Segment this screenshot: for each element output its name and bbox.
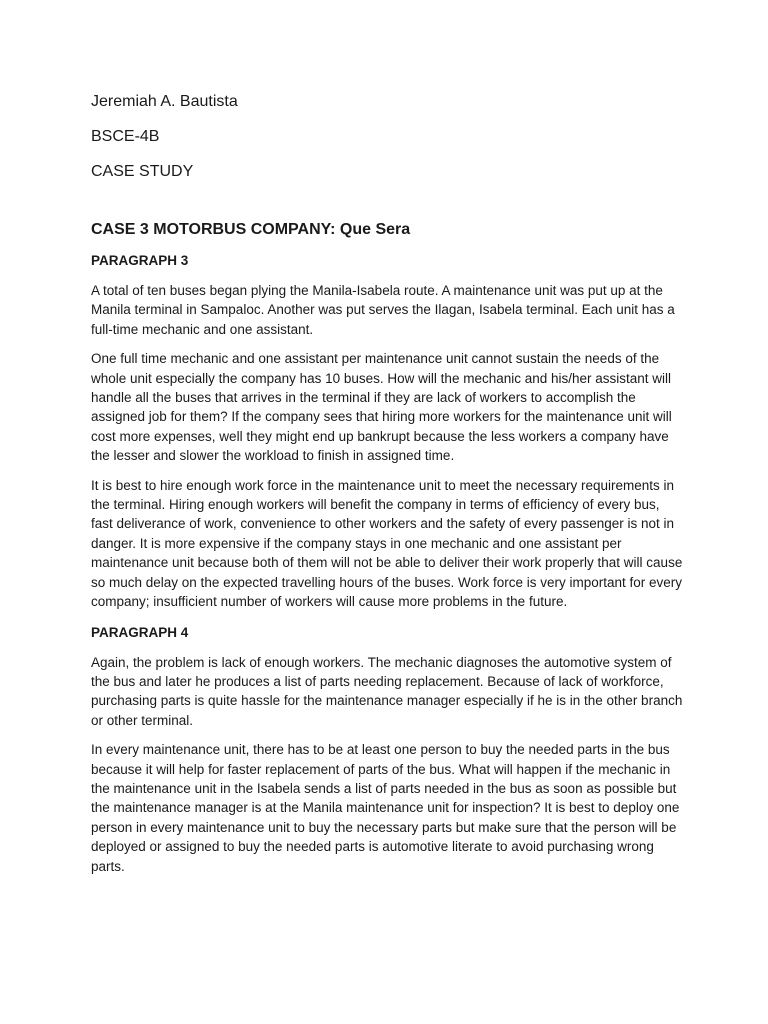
author-name: Jeremiah A. Bautista (91, 93, 238, 110)
document-type: CASE STUDY (91, 163, 194, 180)
case-title: CASE 3 MOTORBUS COMPANY: Que Sera (91, 221, 411, 238)
course-section: BSCE-4B (91, 128, 160, 145)
section-paragraph-4 (91, 624, 683, 876)
document-page (91, 92, 683, 886)
section-paragraph-3 (91, 252, 683, 612)
body-paragraph: A total of ten buses began plying the Manila-Isabela route. A maintenance unit was put up at the Manila terminal in Sampaloc. Another was put serves the Ilagan, Isabela terminal. Each unit has a full-time mechanic and one assistant. (91, 283, 675, 337)
section-heading: PARAGRAPH 3 (91, 253, 189, 268)
body-paragraph: One full time mechanic and one assistant per maintenance unit cannot sustain the needs of the whole unit especially the company has 10 buses. How will the mechanic and his/her assistant will handle all the buses that arrives in the terminal if they are lack of workers to accomplish the assigned job for them? If the company sees that hiring more workers for the maintenance unit will cost more expenses, well they might end up bankrupt because the less workers a company have the lesser and slower the workload to finish in assigned time. (91, 351, 672, 464)
body-paragraph: It is best to hire enough work force in the maintenance unit to meet the necessary requirements in the terminal. Hiring enough workers will benefit the company in terms of efficiency of every bus, fast deliverance of work, convenience to other workers and the safety of every passenger is not in danger. It is more expensive if the company stays in one mechanic and one assistant per maintenance unit because both of them will not be able to deliver their work properly that will cause so much delay on the expected travelling hours of the buses. Work force is very important for every company; insufficient number of workers will cause more problems in the future. (91, 477, 683, 610)
body-paragraph: In every maintenance unit, there has to be at least one person to buy the needed parts in the bus because it will help for faster replacement of parts of the bus. What will happen if the mechanic in the maintenance unit in the Isabela sends a list of parts needed in the bus as soon as possible but the maintenance manager is at the Manila maintenance unit for inspection? It is best to deploy one person in every maintenance unit to buy the necessary parts but make sure that the person will be deployed or assigned to buy the needed parts is automotive literate to avoid purchasing wrong parts. (91, 742, 680, 874)
section-heading: PARAGRAPH 4 (91, 624, 189, 640)
body-paragraph: Again, the problem is lack of enough workers. The mechanic diagnoses the automotive system of the bus and later he produces a list of parts needing replacement. Because of lack of workforce, purchasing parts is quite hassle for the maintenance manager especially if he is in the other branch or other terminal. (91, 654, 683, 728)
